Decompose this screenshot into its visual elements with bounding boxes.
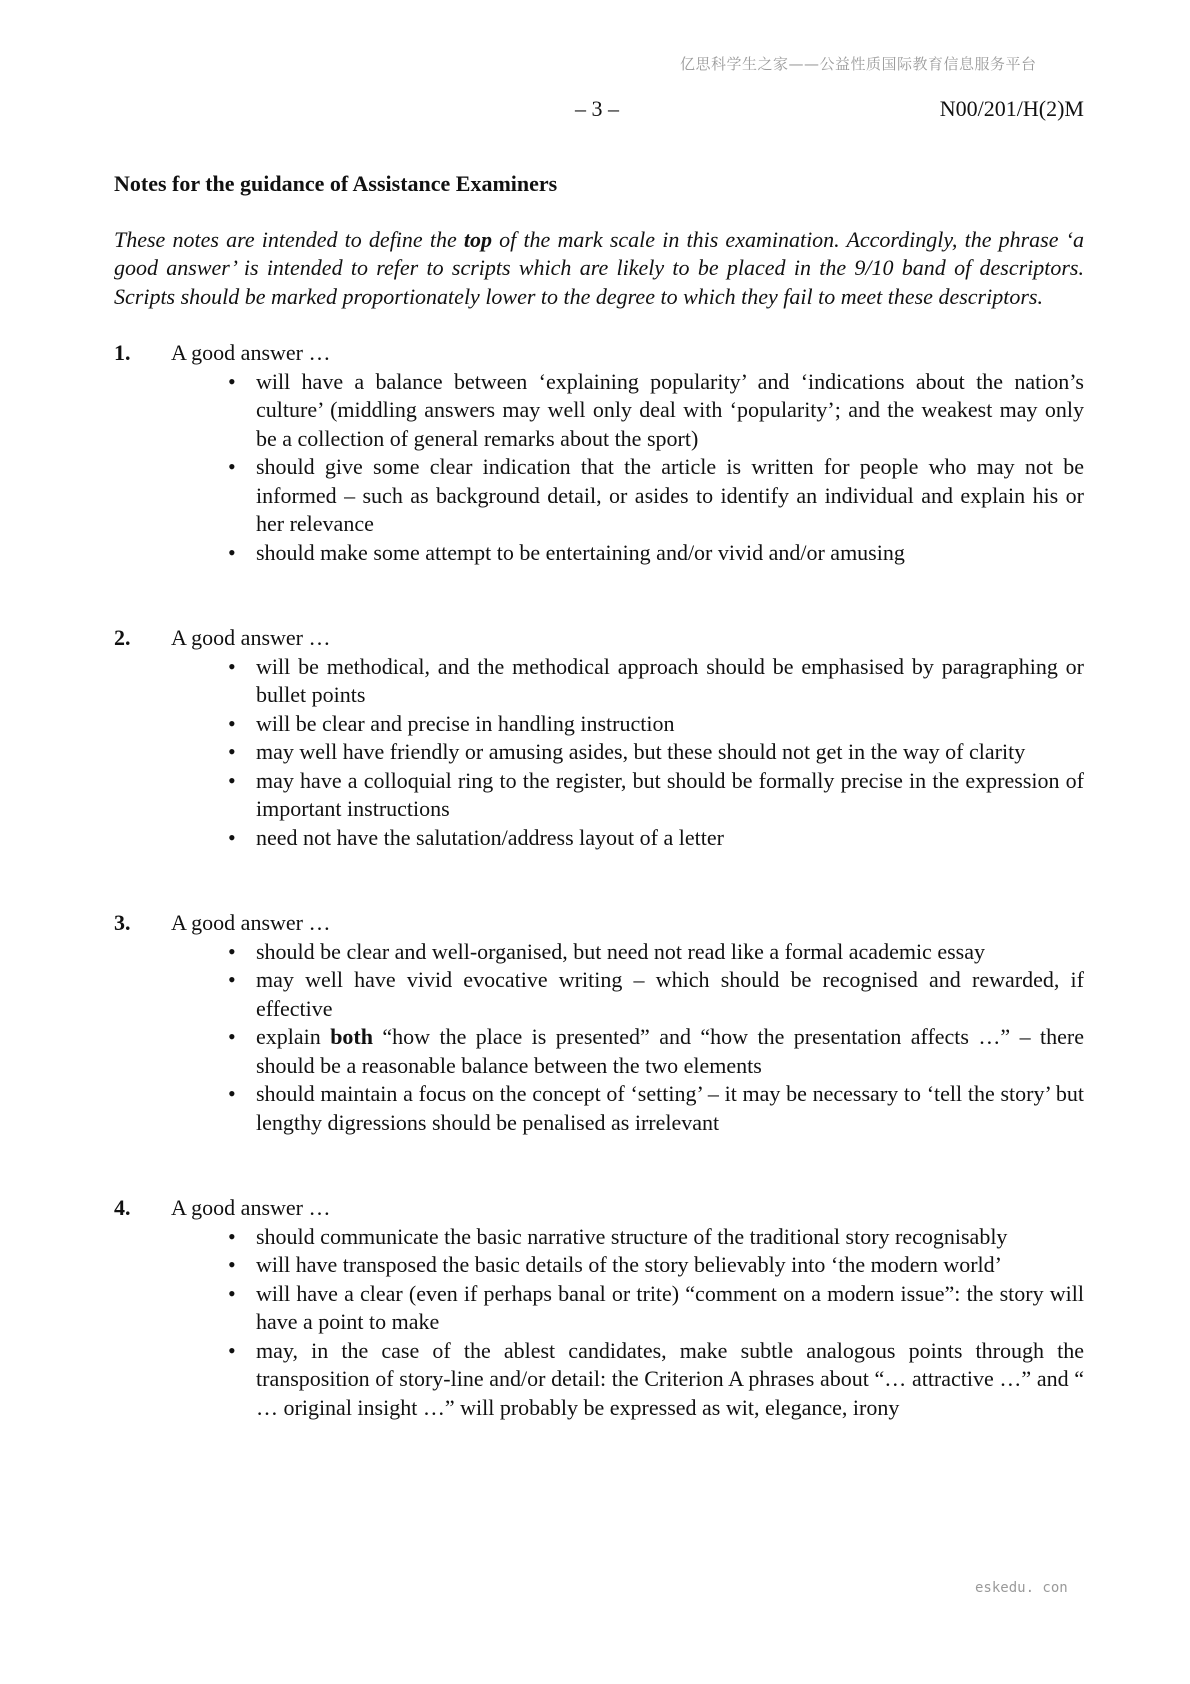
intro-text-1: These notes are intended to define the (114, 226, 464, 252)
criterion-item: • may, in the case of the ablest candidates, make subtle analogous points through the transposition of story-line and/or detail: the Criterion A phrases about “… attractive …” and “ … original insight …” will probably be expressed as wit, elegance, irony (256, 1337, 1084, 1423)
criterion-item (256, 1023, 1084, 1080)
criteria-list (114, 653, 1084, 853)
question-3 (114, 909, 1084, 1137)
question-4 (114, 1194, 1084, 1422)
criteria-list (114, 938, 1084, 1138)
criterion-item: • will have transposed the basic details of the story believably into ‘the modern world’ (256, 1251, 1084, 1280)
question-number: 3. (114, 910, 131, 935)
question-lead: A good answer … (171, 625, 331, 650)
criterion-item: • may have a colloquial ring to the register, but should be formally precise in the expression of important instructions (256, 767, 1084, 824)
notes-title: Notes for the guidance of Assistance Examiners (114, 171, 558, 196)
criterion-item: • should be clear and well-organised, but need not read like a formal academic essay (256, 938, 1084, 967)
page-number: – 3 – (575, 96, 619, 121)
criterion-item: • may well have vivid evocative writing – which should be recognised and rewarded, if effective (256, 966, 1084, 1023)
criterion-item: • will be methodical, and the methodical approach should be emphasised by paragraphing or bullet points (256, 653, 1084, 710)
document-body (114, 170, 1084, 1422)
footer-watermark: eskedu. con (975, 1580, 1068, 1596)
question-number: 1. (114, 340, 131, 365)
question-number: 2. (114, 625, 131, 650)
question-lead: A good answer … (171, 340, 331, 365)
criterion-item: • will have a balance between ‘explaining popularity’ and ‘indications about the nation’s culture’ (middling answers may well only deal with ‘popularity’; and the weakest may only be a collection of general remarks about the sport) (256, 368, 1084, 454)
criterion-item: • should give some clear indication that the article is written for people who may not be informed – such as background detail, or asides to identify an individual and explain his or her relevance (256, 453, 1084, 539)
criterion-item: • should communicate the basic narrative structure of the traditional story recognisably (256, 1223, 1084, 1252)
criterion-item: • will be clear and precise in handling instruction (256, 710, 1084, 739)
question-1 (114, 339, 1084, 567)
intro-paragraph (114, 226, 1084, 312)
criteria-list (114, 1223, 1084, 1423)
criterion-emphasis: both (330, 1024, 373, 1049)
intro-emphasis: top (463, 226, 493, 252)
criterion-text: “how the place is presented” and “how the presentation affects …” – there should be a reasonable balance between the two elements (256, 1024, 1084, 1078)
intro-text-2: of the mark scale in this examination. Accordingly, the phrase ‘a good answer’ is intended to refer to scripts which are likely to be placed in the 9/10 band of descriptors. Scripts should be marked proportionately lower to the degree to which they fail to meet these descriptors. (114, 226, 1084, 309)
criteria-list (114, 368, 1084, 568)
criterion-item: • may well have friendly or amusing asides, but these should not get in the way of clarity (256, 738, 1084, 767)
criterion-item: • will have a clear (even if perhaps banal or trite) “comment on a modern issue”: the story will have a point to make (256, 1280, 1084, 1337)
question-number: 4. (114, 1195, 131, 1220)
criterion-text: explain (256, 1024, 331, 1049)
question-lead: A good answer … (171, 1195, 331, 1220)
criterion-item: • should maintain a focus on the concept of ‘setting’ – it may be necessary to ‘tell the story’ but lengthy digressions should be penalised as irrelevant (256, 1080, 1084, 1137)
document-code: N00/201/H(2)M (939, 96, 1084, 121)
criterion-item: • need not have the salutation/address layout of a letter (256, 824, 1084, 853)
header-watermark: 亿思科学生之家——公益性质国际教育信息服务平台 (680, 55, 1037, 73)
question-2 (114, 624, 1084, 852)
question-lead: A good answer … (171, 910, 331, 935)
criterion-item: • should make some attempt to be entertaining and/or vivid and/or amusing (256, 539, 1084, 568)
